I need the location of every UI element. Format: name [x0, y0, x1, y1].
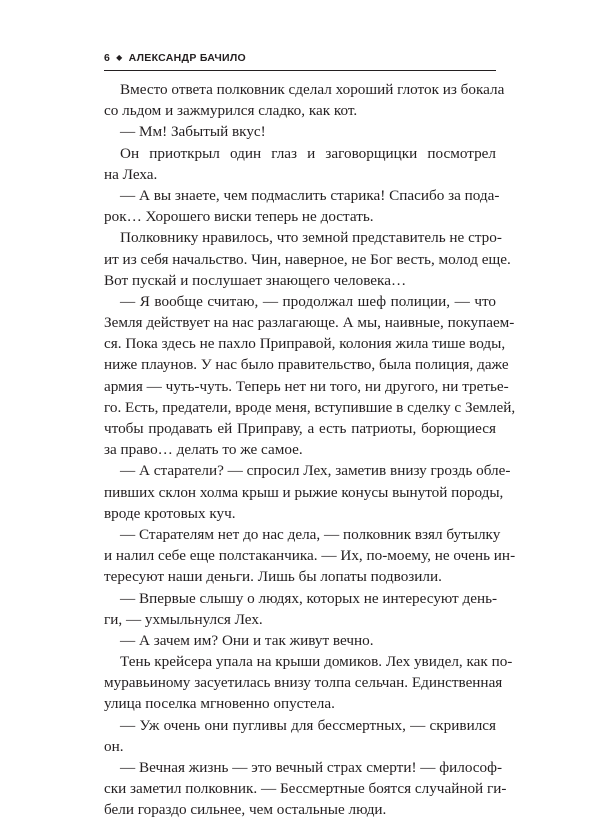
- page-number: 6: [104, 52, 111, 64]
- text-line: ся. Пока здесь не пахло Приправой, колония жила тише воды,: [104, 335, 506, 353]
- text-line: на Леха.: [104, 165, 158, 183]
- text-line: тересуют наши деньги. Лишь бы лопаты подвозили.: [104, 568, 442, 586]
- text-line: он.: [104, 737, 124, 755]
- text-line: — Мм! Забытый вкус!: [120, 123, 266, 141]
- text-line: вроде кротовых куч.: [104, 504, 236, 522]
- text-line: бели гораздо сильнее, чем остальные люди.: [104, 801, 387, 819]
- text-line: — А вы знаете, чем подмаслить старика! Спасибо за пода-: [120, 186, 500, 204]
- text-line: Полковнику нравилось, что земной представитель не стро-: [120, 229, 502, 247]
- text-line: Тень крейсера упала на крыши домиков. Лех увидел, как по-: [120, 653, 513, 671]
- text-line: со льдом и зажмурился сладко, как кот.: [104, 102, 358, 120]
- text-line: ниже плаунов. У нас было правительство, была полиция, даже: [104, 356, 509, 374]
- text-line: Земля действует на нас разлагающе. А мы, наивные, покупаем-: [104, 314, 515, 332]
- text-line: муравьиному засуетилась внизу толпа сельчан. Единственная: [104, 674, 503, 692]
- header-rule: [104, 70, 496, 71]
- text-line: Он приоткрыл один глаз и заговорщицки посмотрел: [120, 144, 496, 162]
- text-line: за право… делать то же самое.: [104, 441, 303, 459]
- text-line: — Уж очень они пугливы для бессмертных, — скривился: [120, 716, 496, 734]
- body-text: [104, 79, 516, 821]
- text-line: и налил себе еще полстаканчика. — Их, по-моему, не очень ин-: [104, 547, 516, 565]
- author-name: АЛЕКСАНДР БАЧИЛО: [128, 52, 247, 64]
- diamond-separator-icon: ◆: [116, 53, 123, 62]
- text-line: чтобы продавать ей Приправу, а есть патриоты, борющиеся: [104, 420, 496, 437]
- text-line: — Впервые слышу о людях, которых не интересуют день-: [120, 589, 498, 607]
- text-line: — А зачем им? Они и так живут вечно.: [120, 631, 374, 649]
- text-line: — Вечная жизнь — это вечный страх смерти! — философ-: [120, 759, 503, 776]
- text-line: ит из себя начальство. Чин, наверное, не Бог весть, молод еще.: [104, 250, 511, 268]
- text-line: Вместо ответа полковник сделал хороший глоток из бокала: [120, 81, 505, 98]
- text-line: армия — чуть-чуть. Теперь нет ни того, ни другого, ни третье-: [104, 377, 509, 395]
- text-line: ски заметил полковник. — Бессмертные боятся случайной ги-: [104, 780, 507, 798]
- text-line: ги, — ухмыльнулся Лех.: [104, 610, 263, 628]
- text-line: го. Есть, предатели, вроде меня, вступившие в сделку с Землей,: [104, 398, 516, 416]
- text-line: — Старателям нет до нас дела, — полковник взял бутылку: [120, 525, 501, 543]
- text-line: — А старатели? — спросил Лех, заметив внизу гроздь обле-: [120, 462, 511, 480]
- text-line: — Я вообще считаю, — продолжал шеф полиции, — что: [120, 292, 496, 310]
- text-line: Вот пускай и послушает знающего человека…: [104, 271, 407, 289]
- text-line: рок… Хорошего виски теперь не достать.: [104, 208, 374, 226]
- text-line: пивших склон холма крыш и рыжие конусы вынутой породы,: [104, 483, 504, 501]
- running-head: [104, 52, 496, 64]
- text-line: улица поселка мгновенно опустела.: [104, 695, 335, 713]
